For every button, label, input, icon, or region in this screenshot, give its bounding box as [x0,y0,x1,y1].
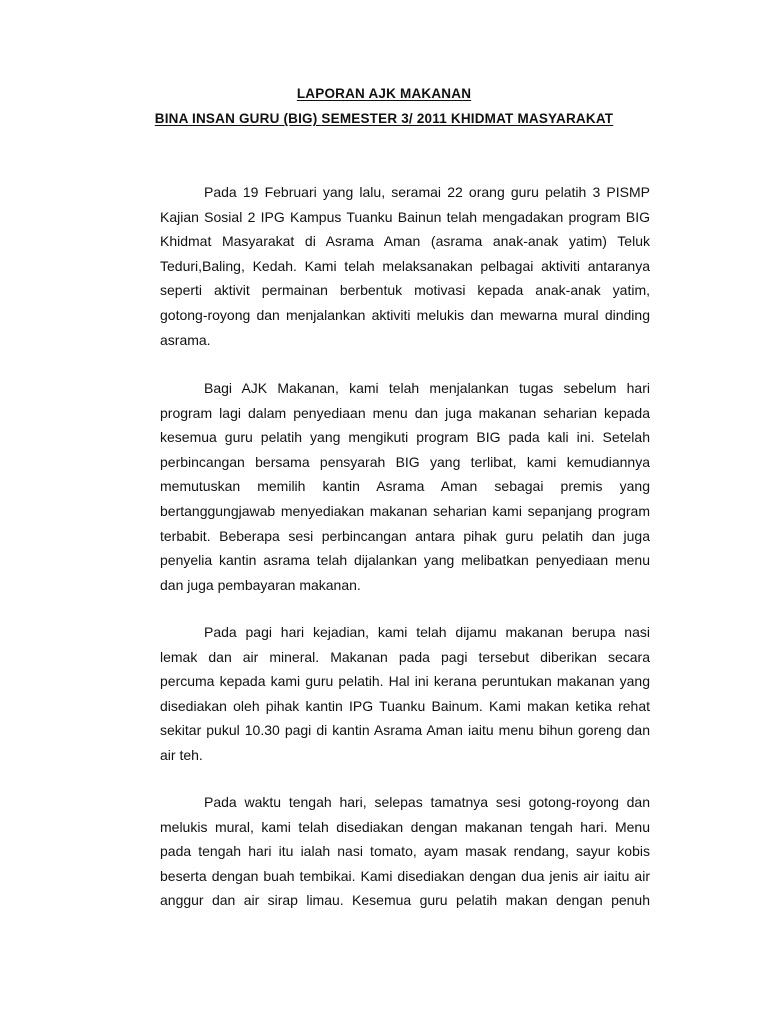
paragraph-line: Pada 19 Februari yang lalu, seramai 22 orang guru pelatih 3 PISMP [204,184,650,200]
paragraph-line: Pada waktu tengah hari, selepas tamatnya sesi gotong-royong dan [204,794,650,810]
paragraph-line: sekitar pukul 10.30 pagi di kantin Asrama Aman iaitu menu bihun goreng dan [160,722,650,739]
paragraph-line: beserta dengan buah tembikai. Kami disediakan dengan dua jenis air iaitu air [160,867,650,884]
paragraph-line: Teduri,Baling, Kedah. Kami telah melaksanakan pelbagai aktiviti antaranya [160,257,650,274]
paragraph-2 [160,376,650,597]
paragraph-line: dan juga pembayaran makanan. [160,576,361,593]
paragraph-line: perbincangan bersama pensyarah BIG yang terlibat, kami kemudiannya [160,453,650,470]
paragraph-line: penyelia kantin asrama telah dijalankan yang melibatkan penyediaan menu [160,552,650,569]
report-title: LAPORAN AJK MAKANAN [296,86,472,101]
paragraph-4 [160,790,650,913]
paragraph-line: Khidmat Masyarakat di Asrama Aman (asrama anak-anak yatim) Teluk [160,233,650,250]
paragraph-line: seperti aktivit permainan berbentuk motivasi kepada anak-anak yatim, [160,282,650,299]
paragraph-line: air teh. [160,746,203,763]
paragraph-line: bertanggungjawab menyediakan makanan seharian kami sepanjang program [160,502,650,519]
report-subtitle: BINA INSAN GURU (BIG) SEMESTER 3/ 2011 KHIDMAT MASYARAKAT [154,111,614,126]
paragraph-line: anggur dan air sirap limau. Kesemua guru pelatih makan dengan penuh [160,892,650,909]
paragraph-line: asrama. [160,331,211,348]
paragraph-line: Kajian Sosial 2 IPG Kampus Tuanku Bainun telah mengadakan program BIG [160,208,650,225]
paragraph-line: disediakan oleh pihak kantin IPG Tuanku Bainum. Kami makan ketika rehat [160,697,650,714]
paragraph-line: program lagi dalam penyediaan menu dan juga makanan seharian kepada [160,404,650,421]
paragraph-1 [160,180,650,352]
paragraph-line: percuma kepada kami guru pelatih. Hal ini kerana peruntukan makanan yang [160,673,650,690]
paragraph-line: gotong-royong dan menjalankan aktiviti melukis dan mewarna mural dinding [160,306,650,323]
paragraph-line: terbabit. Beberapa sesi perbincangan antara pihak guru pelatih dan juga [160,527,650,544]
paragraph-line: lemak dan air mineral. Makanan pada pagi tersebut diberikan secara [160,648,650,665]
paragraph-line: memutuskan memilih kantin Asrama Aman sebagai premis yang [160,478,650,495]
paragraph-line: pada tengah hari itu ialah nasi tomato, ayam masak rendang, sayur kobis [160,843,650,860]
paragraph-line: melukis mural, kami telah disediakan dengan makanan tengah hari. Menu [160,818,650,835]
paragraph-line: kesemua guru pelatih yang mengikuti program BIG pada kali ini. Setelah [160,429,650,446]
paragraph-line: Pada pagi hari kejadian, kami telah dijamu makanan berupa nasi [204,624,650,640]
paragraph-line: Bagi AJK Makanan, kami telah menjalankan tugas sebelum hari [204,380,650,396]
paragraph-3 [160,620,650,768]
